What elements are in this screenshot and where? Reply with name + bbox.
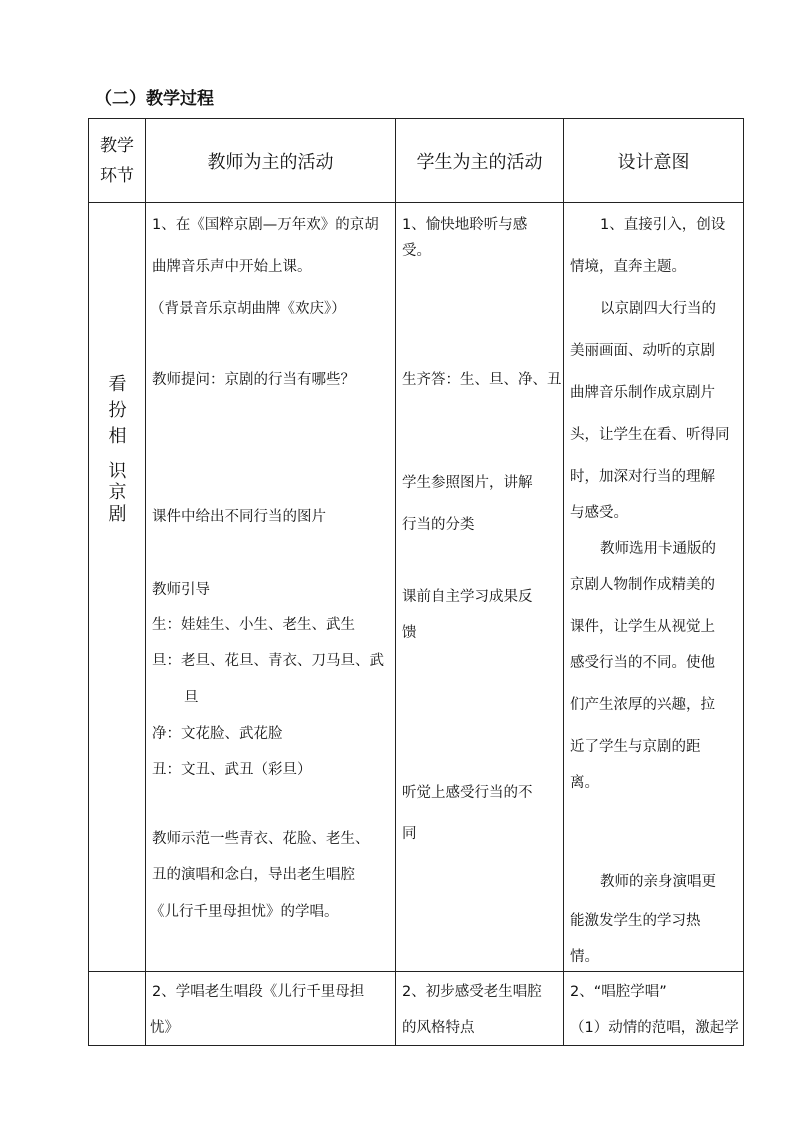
text-line: 受。 <box>402 243 431 259</box>
text-line: 教师选用卡通版的 <box>600 541 716 557</box>
student-cell <box>396 203 564 972</box>
text-line: 教师提问：京剧的行当有哪些？ <box>152 372 355 388</box>
text-line: 头，让学生在看、听得同 <box>570 427 730 443</box>
header-stage-line: 环节 <box>100 165 134 186</box>
stage-char: 看 <box>108 374 127 395</box>
stage-char: 识 <box>108 461 127 482</box>
text-line: 感受行当的不同。使他 <box>570 655 715 671</box>
text-line: 1、直接引入，创设 <box>600 217 726 233</box>
text-line: 曲牌音乐制作成京剧片 <box>570 385 715 401</box>
stage-char: 相 <box>108 426 127 447</box>
text-line: 2、初步感受老生唱腔 <box>402 984 542 1000</box>
stage-char: 扮 <box>108 400 127 421</box>
lesson-process-table <box>88 118 744 1046</box>
design-cell <box>564 203 744 972</box>
text-line: 生齐答：生、旦、净、丑 <box>402 372 562 388</box>
text-line: 旦：老旦、花旦、青衣、刀马旦、武 <box>152 653 384 669</box>
text-line: 旦 <box>184 690 199 706</box>
text-line: 们产生浓厚的兴趣，拉 <box>570 697 715 713</box>
stage-cell <box>89 972 146 1046</box>
text-line: 课前自主学习成果反 <box>402 589 533 605</box>
header-row <box>89 119 744 203</box>
text-line: 以京剧四大行当的 <box>600 301 716 317</box>
design-cell <box>564 972 744 1046</box>
header-teacher: 教师为主的活动 <box>146 119 396 203</box>
stage-char: 京 <box>108 482 127 503</box>
header-stage <box>89 119 146 203</box>
text-line: 丑的演唱和念白，导出老生唱腔 <box>152 867 355 883</box>
text-line: 同 <box>402 826 417 842</box>
text-line: 教师的亲身演唱更 <box>600 874 716 890</box>
text-line: 2、“唱腔学唱” <box>570 984 667 1000</box>
text-line: 1、愉快地聆听与感 <box>402 217 528 233</box>
text-line: （背景音乐京胡曲牌《欢庆》） <box>150 301 346 317</box>
text-line: 情境，直奔主题。 <box>570 259 686 275</box>
text-line: 时，加深对行当的理解 <box>570 469 715 485</box>
text-line: 曲牌音乐声中开始上课。 <box>152 259 312 275</box>
header-design: 设计意图 <box>564 119 744 203</box>
section-heading: （二）教学过程 <box>95 89 214 109</box>
text-line: 馈 <box>402 625 417 641</box>
table-row <box>89 203 744 972</box>
text-line: 能激发学生的学习热 <box>570 913 701 929</box>
student-cell <box>396 972 564 1046</box>
text-line: 教师引导 <box>152 582 210 598</box>
text-line: 美丽画面、动听的京剧 <box>570 343 715 359</box>
text-line: 教师示范一些青衣、花脸、老生、 <box>152 831 370 847</box>
text-line: 《儿行千里母担忧》的学唱。 <box>150 904 339 920</box>
stage-char: 剧 <box>108 504 127 525</box>
text-line: 行当的分类 <box>402 517 475 533</box>
text-line: 1、在《国粹京剧—万年欢》的京胡 <box>152 217 379 233</box>
text-line: 生：娃娃生、小生、老生、武生 <box>152 617 355 633</box>
stage-cell <box>89 203 146 972</box>
header-student: 学生为主的活动 <box>396 119 564 203</box>
text-line: 净：文花脸、武花脸 <box>152 726 283 742</box>
text-line: 2、学唱老生唱段《儿行千里母担 <box>152 984 365 1000</box>
text-line: 丑：文丑、武丑（彩旦） <box>152 762 312 778</box>
text-line: 的风格特点 <box>402 1020 475 1036</box>
text-line: 离。 <box>570 775 599 791</box>
teacher-cell <box>146 972 396 1046</box>
text-line: 与感受。 <box>570 505 628 521</box>
text-line: 近了学生与京剧的距 <box>570 739 701 755</box>
text-line: 京剧人物制作成精美的 <box>570 577 715 593</box>
teacher-cell <box>146 203 396 972</box>
table-row <box>89 972 744 1046</box>
text-line: 课件，让学生从视觉上 <box>570 619 715 635</box>
text-line: 忧》 <box>150 1020 179 1036</box>
header-stage-line: 教学 <box>100 135 134 156</box>
text-line: 情。 <box>570 949 599 965</box>
text-line: 课件中给出不同行当的图片 <box>152 509 326 525</box>
text-line: 学生参照图片，讲解 <box>402 475 533 491</box>
text-line: （1）动情的范唱，激起学 <box>570 1020 739 1036</box>
text-line: 听觉上感受行当的不 <box>402 785 533 801</box>
